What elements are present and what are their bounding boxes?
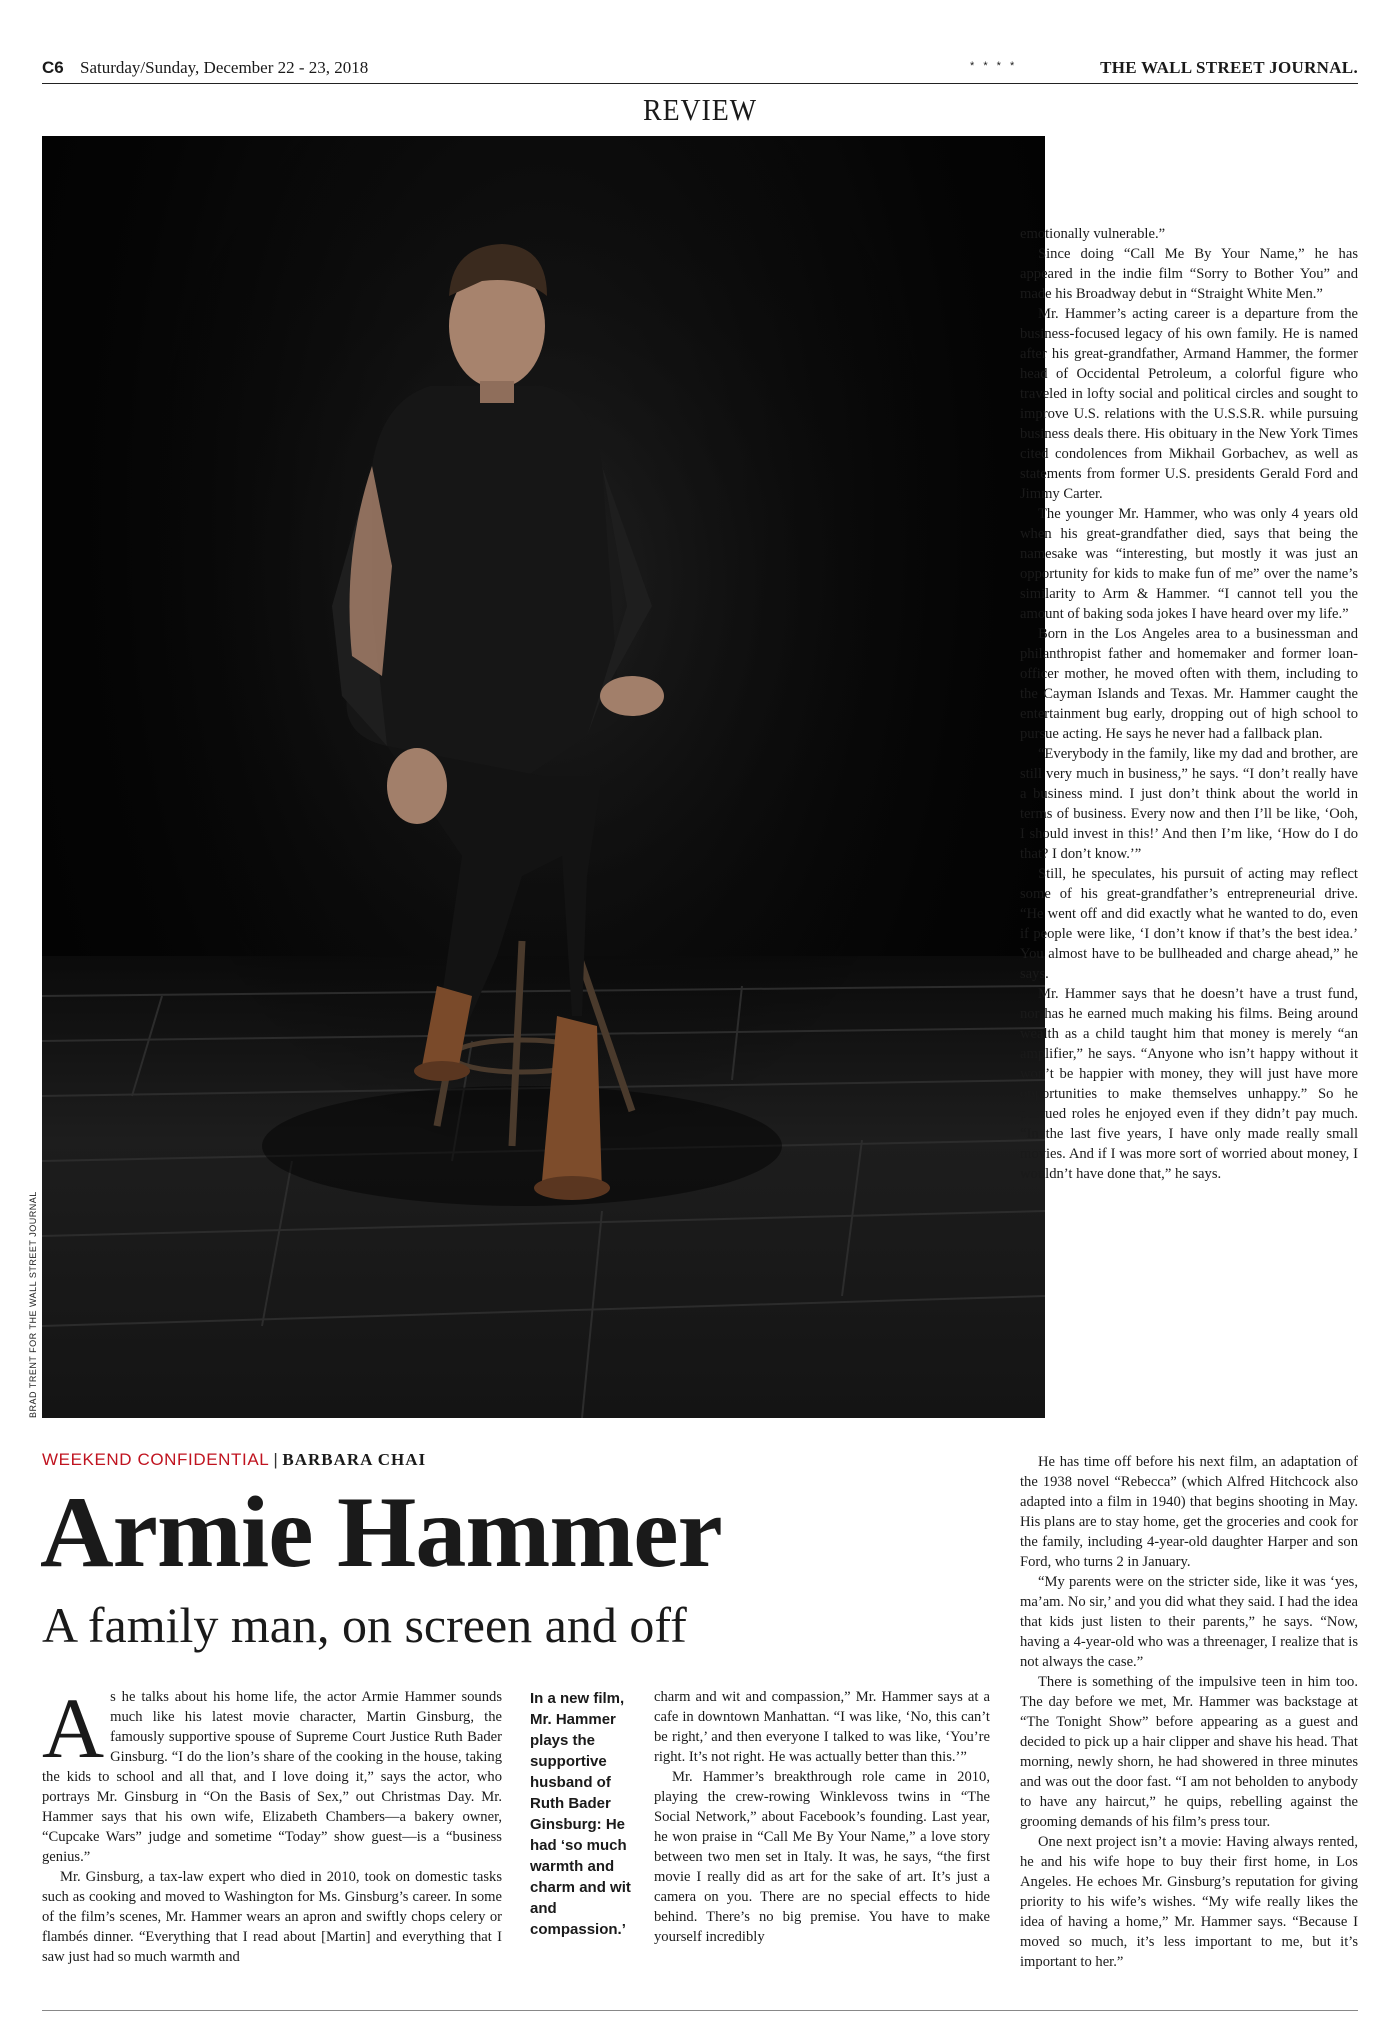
section-title: REVIEW: [643, 92, 757, 127]
body-column-1: [42, 1680, 502, 1967]
kicker-separator: |: [273, 1450, 279, 1469]
body-paragraph: Mr. Hammer says that he doesn’t have a trust fund, nor has he earned much making his films. Being around wealth as a child taught him that money is merely “an amplifier,” he says. “Anyone who isn’t happy without it won’t be happier with money, they will just have more opportunities to make themselves unhappy.” So he pursued roles he enjoyed even if they didn’t pay much. “In the last five years, I have only made really small movies. And if I was more sort of worried about money, I wouldn’t have done that,” he says.: [1020, 986, 1358, 1182]
drop-cap: A: [42, 1680, 105, 1776]
header-rule: [42, 83, 1358, 84]
portrait-photo: [42, 136, 1045, 1418]
page-number: C6: [42, 58, 64, 77]
body-paragraph: He has time off before his next film, an adaptation of the 1938 novel “Rebecca” (which Alfred Hitchcock also adapted into a film in 1940) that begins shooting in May. His plans are to stay home, get the groceries and cook for the family, including 4-year-old daughter Harper and son Ford, who turns 2 in January.: [1020, 1454, 1358, 1570]
issue-date: Saturday/Sunday, December 22 - 23, 2018: [80, 58, 369, 77]
body-paragraph: There is something of the impulsive teen in him too. The day before we met, Mr. Hammer was backstage at “The Tonight Show” before appearing as a guest and decided to pick up a hair clipper and shave his head. That morning, newly shorn, he had showered in three minutes and was out the door fast. “I am not beholden to anybody to have any haircut,” he quips, rebelling against the grooming demands of his film’s press tour.: [1020, 1674, 1358, 1830]
body-paragraph: emotionally vulnerable.”: [1020, 226, 1166, 242]
body-column-5: [1020, 1452, 1358, 1972]
headline: Armie Hammer: [40, 1476, 722, 1589]
byline: BARBARA CHAI: [282, 1450, 427, 1469]
footer-rule: [42, 2010, 1358, 2011]
body-column-4: [1020, 224, 1358, 1184]
dek: A family man, on screen and off: [42, 1597, 687, 1653]
body-paragraph: Mr. Ginsburg, a tax-law expert who died in 2010, took on domestic tasks such as cooking and moved to Washington for Ms. Ginsburg’s career. In some of the film’s scenes, Mr. Hammer wears an apron and swiftly chops celery or flambés dinner. “Everything that I read about [Martin] and everything that I saw just had so much warmth and: [42, 1869, 502, 1965]
edition-stars: * * * *: [970, 60, 1018, 72]
portrait-figure: [42, 136, 1045, 1418]
kicker: [42, 1450, 426, 1470]
body-paragraph: One next project isn’t a movie: Having always rented, he and his wife hope to buy their first home, in Los Angeles. He echoes Mr. Ginsburg’s reputation for giving priority to his wife’s wishes. “My wife really likes the idea of having a home,” Mr. Hammer says. “Because I moved so much, it’s less important to me, but it’s important to her.”: [1020, 1834, 1358, 1970]
body-paragraph: Born in the Los Angeles area to a businessman and philanthropist father and homemaker and former loan-officer mother, he moved often with them, including to the Cayman Islands and Texas. Mr. Hammer caught the entertainment bug early, dropping out of high school to pursue acting. He says he never had a fallback plan.: [1020, 626, 1358, 742]
kicker-label: WEEKEND CONFIDENTIAL: [42, 1450, 270, 1469]
body-paragraph: Still, he speculates, his pursuit of acting may reflect some of his great-grandfather’s entrepreneurial drive. “He went off and did exactly what he wanted to do, even if people were like, ‘I don’t know if that’s the best idea.’ You almost have to be bullheaded and charge ahead,” he says.: [1020, 866, 1358, 982]
body-paragraph: Since doing “Call Me By Your Name,” he has appeared in the indie film “Sorry to Bother You” and made his Broadway debut in “Straight White Men.”: [1020, 246, 1358, 302]
pull-quote: In a new film, Mr. Hammer plays the supportive husband of Ruth Bader Ginsburg: He had ‘so much warmth and charm and wit and compassion.’: [530, 1690, 631, 1938]
photo-credit: BRAD TRENT FOR THE WALL STREET JOURNAL: [28, 1191, 38, 1418]
body-paragraph: Mr. Hammer’s breakthrough role came in 2010, playing the crew-rowing Winklevoss twins in “The Social Network,” about Facebook’s founding. Last year, he won praise in “Call Me By Your Name,” a love story between two men set in Italy. It was, he says, “the first movie I really did as art for the sake of art. It’s just a camera on you. There are no special effects to hide behind. There’s no big premise. You have to make yourself incredibly: [654, 1769, 990, 1945]
body-paragraph: The younger Mr. Hammer, who was only 4 years old when his great-grandfather died, says that being the namesake was “interesting, but mostly it was just an opportunity for kids to make fun of me” over the name’s similarity to Arm & Hammer. “I cannot tell you the amount of baking soda jokes I have heard over my life.”: [1020, 506, 1358, 622]
body-paragraph: “My parents were on the stricter side, like it was ‘yes, ma’am. No sir,’ and you did what they said. I had the idea that kids just listen to their parents,” he says. “Now, having a 4-year-old who was a threenager, I realize that is not always the case.”: [1020, 1574, 1358, 1670]
folio: [42, 58, 1358, 84]
body-column-3: [654, 1687, 990, 1947]
body-paragraph: charm and wit and compassion,” Mr. Hammer says at a cafe in downtown Manhattan. “I was like, ‘No, this can’t be right,’ and then everyone I talked to was like, ‘You’re right. It’s not right. He was actually better than this.’”: [654, 1689, 990, 1765]
body-paragraph: “Everybody in the family, like my dad and brother, are still very much in business,” he says. “I don’t really have a business mind. I just don’t think about the world in terms of business. Every now and then I’ll be like, ‘Ooh, I should invest in this!’ And then I’m like, ‘How do I do that? I don’t know.’”: [1020, 746, 1358, 862]
newspaper-name: THE WALL STREET JOURNAL.: [1100, 58, 1358, 77]
body-paragraph: As he talks about his home life, the actor Armie Hammer sounds much like his latest movie character, Martin Ginsburg, the famously supportive spouse of Supreme Court Justice Ruth Bader Ginsburg. “I do the lion’s share of the cooking in the house, taking the kids to school and all that, and I love doing it,” says the actor, who portrays Mr. Ginsburg in “On the Basis of Sex,” out Christmas Day. Mr. Hammer says that his own wife, Elizabeth Chambers—a bakery owner, “Cupcake Wars” judge and sometime “Today” show guest—is a “business genius.”: [42, 1680, 502, 1865]
body-paragraph: Mr. Hammer’s acting career is a departure from the business-focused legacy of his own family. He is named after his great-grandfather, Armand Hammer, the former head of Occidental Petroleum, a colorful figure who traveled in lofty social and political circles and sought to improve U.S. relations with the U.S.S.R. while pursuing business deals there. His obituary in the New York Times cited condolences from Mikhail Gorbachev, as well as statements from former U.S. presidents Gerald Ford and Jimmy Carter.: [1020, 306, 1358, 502]
